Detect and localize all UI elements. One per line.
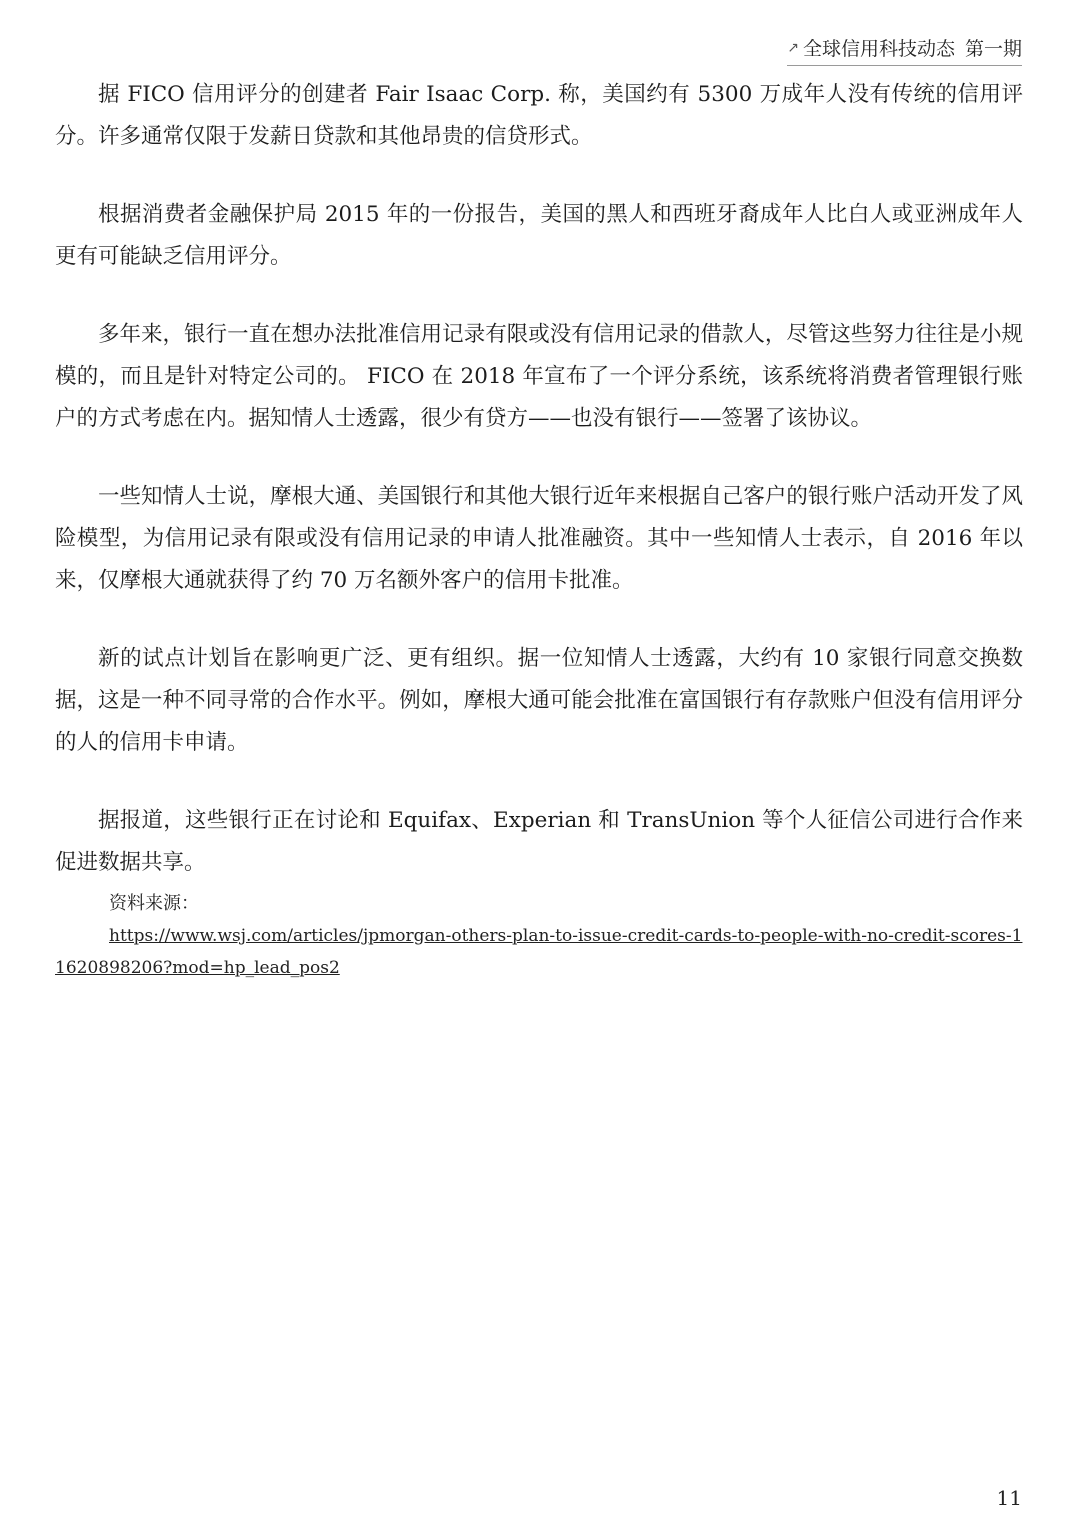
issue-label: 第一期 xyxy=(964,38,1022,60)
source-label: 资料来源： xyxy=(109,893,199,914)
paragraph-5: 新的试点计划旨在影响更广泛、更有组织。据一位知情人士透露，大约有 10 家银行同意交换数据，这是一种不同寻常的合作水平。例如，摩根大通可能会批准在富国银行有存款账户但没有信用评分的人的信用卡申请。 xyxy=(55,646,1023,755)
paragraph-4: 一些知情人士说，摩根大通、美国银行和其他大银行近年来根据自己客户的银行账户活动开发了风险模型，为信用记录有限或没有信用记录的申请人批准融资。其中一些知情人士表示，自 2016 年以来，仅摩根大通就获得了约 70 万名额外客户的信用卡批准。 xyxy=(55,484,1023,593)
page-header xyxy=(787,34,1022,66)
source-link[interactable]: https://www.wsj.com/articles/jpmorgan-others-plan-to-issue-credit-cards-to-people-with-no-credit-scores-11620898206?mod=hp_lead_pos2 xyxy=(55,926,1023,978)
paragraph-1: 据 FICO 信用评分的创建者 Fair Isaac Corp. 称，美国约有 5300 万成年人没有传统的信用评分。许多通常仅限于发薪日贷款和其他昂贵的信贷形式。 xyxy=(55,82,1023,149)
paragraph-2: 根据消费者金融保护局 2015 年的一份报告，美国的黑人和西班牙裔成年人比白人或亚洲成年人更有可能缺乏信用评分。 xyxy=(55,202,1023,269)
paragraph-6: 据报道，这些银行正在讨论和 Equifax、Experian 和 TransUnion 等个人征信公司进行合作来促进数据共享。 xyxy=(55,808,1023,875)
diagonal-arrow-icon: ↗ xyxy=(787,39,799,56)
article-body xyxy=(55,74,1023,984)
page-number: 11 xyxy=(996,1486,1022,1510)
paragraph-3: 多年来，银行一直在想办法批准信用记录有限或没有信用记录的借款人，尽管这些努力往往是小规模的，而且是针对特定公司的。 FICO 在 2018 年宣布了一个评分系统，该系统将消费者管理银行账户的方式考虑在内。据知情人士透露，很少有贷方——也没有银行——签署了该协议。 xyxy=(55,322,1023,431)
source-url-block xyxy=(55,920,1031,984)
publication-title: 全球信用科技动态 xyxy=(802,38,955,60)
